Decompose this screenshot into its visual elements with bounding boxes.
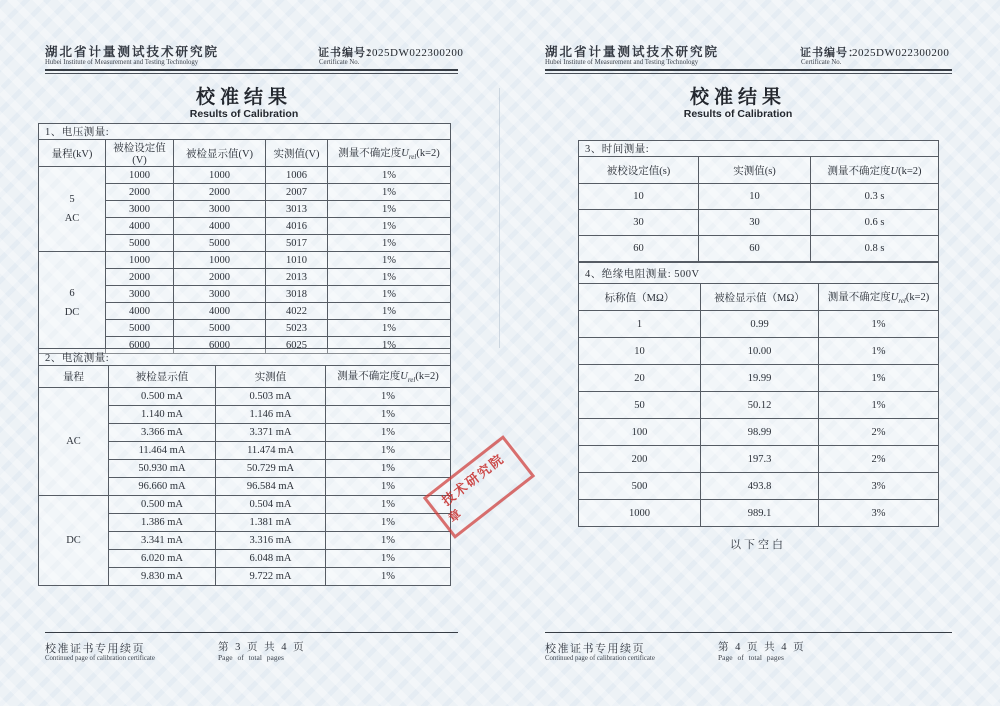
certificate-no-label-cn: 证书编号：	[800, 47, 860, 59]
table-cell: 1.381 mA	[216, 514, 326, 532]
table-cell: 1%	[328, 167, 451, 184]
range-label: 5	[69, 194, 75, 205]
table-cell: 1000	[106, 167, 174, 184]
column-header: 被检显示值（MΩ）	[701, 284, 819, 311]
table-row	[579, 236, 939, 262]
table-cell: 6000	[106, 337, 174, 354]
footer-label-cn: 校准证书专用续页	[545, 643, 645, 655]
table-cell: 30	[579, 210, 699, 236]
table-row	[579, 392, 939, 419]
current-table	[38, 348, 451, 586]
table-cell: 3.316 mA	[216, 532, 326, 550]
table-cell: 10	[579, 184, 699, 210]
table-cell: 1.146 mA	[216, 406, 326, 424]
column-header: 实测值(V)	[266, 140, 328, 167]
table-cell: 5000	[106, 235, 174, 252]
table-cell: 3000	[174, 286, 266, 303]
table-cell: 0.500 mA	[109, 496, 216, 514]
table-row	[579, 419, 939, 446]
table-cell: 96.584 mA	[216, 478, 326, 496]
table-cell: 1%	[328, 320, 451, 337]
stamp-text-line1: 技术研究院	[438, 450, 508, 509]
table-cell: 3000	[106, 286, 174, 303]
table-row	[39, 167, 451, 184]
page-title-cn: 校准结果	[689, 87, 786, 108]
table-cell: 1%	[328, 235, 451, 252]
table-row	[579, 141, 939, 157]
table-cell: 3013	[266, 201, 328, 218]
table-cell: 1.140 mA	[109, 406, 216, 424]
table-cell: 0.99	[701, 311, 819, 338]
table-cell: 5000	[174, 235, 266, 252]
table-cell: 3%	[819, 500, 939, 527]
table-cell: 10.00	[701, 338, 819, 365]
table-cell: 1%	[326, 550, 451, 568]
table-row	[39, 388, 451, 406]
table-row	[579, 311, 939, 338]
certificate-no-label-en: Certificate No.	[319, 59, 360, 66]
table-row	[39, 366, 451, 388]
institute-name-en: Hubei Institute of Measurement and Testing Technology	[545, 59, 699, 66]
table-cell: 9.722 mA	[216, 568, 326, 586]
table-cell: 3000	[174, 201, 266, 218]
table-cell: 5017	[266, 235, 328, 252]
range-label: 6	[69, 287, 75, 299]
table-row	[579, 500, 939, 527]
table-cell: 2007	[266, 184, 328, 201]
range-cell	[39, 388, 109, 496]
table-row	[39, 349, 451, 366]
column-header: 被检显示值	[109, 366, 216, 388]
table-cell: 2013	[266, 269, 328, 286]
section-title: 4、绝缘电阻测量: 500V	[579, 263, 939, 284]
table-cell: 493.8	[701, 473, 819, 500]
table-cell: 1%	[819, 338, 939, 365]
table	[38, 348, 451, 586]
table-cell: 30	[699, 210, 811, 236]
table	[578, 140, 939, 262]
table-cell: 3.341 mA	[109, 532, 216, 550]
table-cell: 1%	[328, 252, 451, 269]
header-rule	[45, 69, 458, 74]
table-cell: 50.729 mA	[216, 460, 326, 478]
page-number-en: Page of total pages	[218, 653, 284, 662]
table-cell: 3.371 mA	[216, 424, 326, 442]
table-cell: 1%	[326, 514, 451, 532]
table-cell: 3018	[266, 286, 328, 303]
footer-label-en: Continued page of calibration certificate	[45, 655, 155, 662]
table-row	[579, 184, 939, 210]
table-cell: 0.500 mA	[109, 388, 216, 406]
page-title-en: Results of Calibration	[683, 108, 793, 120]
table-cell: 50	[579, 392, 701, 419]
table-cell: 1%	[819, 311, 939, 338]
certificate-number: 2025DW022300200	[366, 47, 464, 59]
table-cell: 5000	[174, 320, 266, 337]
institute-name-en: Hubei Institute of Measurement and Testing Technology	[45, 59, 199, 66]
table-cell: 5000	[106, 320, 174, 337]
range-label: AC	[64, 213, 80, 224]
table-row	[39, 496, 451, 514]
page-number: 第 3 页 共 4 页	[218, 642, 306, 653]
table-cell: 0.6 s	[811, 210, 939, 236]
table-cell: 1%	[328, 218, 451, 235]
table-cell: 1000	[106, 252, 174, 269]
table-cell: 0.503 mA	[216, 388, 326, 406]
footer-rule	[45, 632, 458, 633]
table-cell: 1%	[326, 442, 451, 460]
header-rule	[545, 69, 952, 74]
table-cell: 200	[579, 446, 701, 473]
column-header: 被校设定值(s)	[579, 157, 699, 184]
table	[578, 262, 939, 527]
range-label: DC	[64, 306, 80, 318]
table-cell: 60	[699, 236, 811, 262]
table-cell: 1000	[174, 167, 266, 184]
table-cell: 50.12	[701, 392, 819, 419]
column-header: 被检设定值(V)	[106, 140, 174, 167]
range-label: AC	[66, 436, 81, 447]
table-row	[39, 124, 451, 140]
table-cell: 10	[579, 338, 701, 365]
table-cell: 9.830 mA	[109, 568, 216, 586]
voltage-table	[38, 123, 451, 354]
table-cell: 4000	[174, 218, 266, 235]
table-row	[579, 446, 939, 473]
table-cell: 100	[579, 419, 701, 446]
table-cell: 6.020 mA	[109, 550, 216, 568]
table-cell: 1%	[328, 201, 451, 218]
table-cell: 1	[579, 311, 701, 338]
table-cell: 1%	[326, 496, 451, 514]
table-cell: 1%	[326, 424, 451, 442]
table-cell: 2000	[174, 269, 266, 286]
table-cell: 1.386 mA	[109, 514, 216, 532]
table-cell: 19.99	[701, 365, 819, 392]
stamp-text-line2: 章	[445, 506, 464, 526]
range-label: DC	[66, 535, 81, 546]
table-cell: 0.504 mA	[216, 496, 326, 514]
table-cell: 1%	[326, 460, 451, 478]
table-cell: 1010	[266, 252, 328, 269]
table-cell: 2000	[106, 269, 174, 286]
certificate-page-4	[500, 0, 1000, 706]
table-cell: 60	[579, 236, 699, 262]
page-title-cn: 校准结果	[195, 87, 292, 108]
table-cell: 2000	[174, 184, 266, 201]
certificate-no-label-cn: 证书编号：	[318, 47, 378, 59]
table-cell: 0.8 s	[811, 236, 939, 262]
table-cell: 4016	[266, 218, 328, 235]
column-header: 量程(kV)	[39, 140, 106, 167]
table-cell: 1%	[328, 286, 451, 303]
table-cell: 1%	[328, 184, 451, 201]
table-cell: 197.3	[701, 446, 819, 473]
table-cell: 5023	[266, 320, 328, 337]
column-header: 测量不确定度$U_{rel}(k=2)$	[328, 140, 451, 167]
footer-label-en: Continued page of calibration certificate	[545, 655, 655, 662]
table-cell: 6.048 mA	[216, 550, 326, 568]
page-number: 第 4 页 共 4 页	[718, 642, 806, 653]
table-row	[579, 157, 939, 184]
table-cell: 1%	[326, 478, 451, 496]
institute-name-cn: 湖北省计量测试技术研究院	[45, 45, 220, 59]
page-number-en: Page of total pages	[718, 653, 784, 662]
column-header: 量程	[39, 366, 109, 388]
column-header: 测量不确定度$U_{rel}(k=2)$	[326, 366, 451, 388]
table-cell: 20	[579, 365, 701, 392]
table-cell: 2%	[819, 419, 939, 446]
table-cell: 1%	[328, 269, 451, 286]
table-cell: 11.464 mA	[109, 442, 216, 460]
time-table	[578, 140, 939, 262]
table-cell: 1%	[326, 388, 451, 406]
section-title: 3、时间测量:	[579, 141, 939, 157]
table-cell: 3%	[819, 473, 939, 500]
footer-rule	[545, 632, 952, 633]
table-cell: 1000	[174, 252, 266, 269]
table-cell: 10	[699, 184, 811, 210]
footer-label-cn: 校准证书专用续页	[45, 643, 145, 655]
column-header: 测量不确定度$U_{rel}(k=2)$	[819, 284, 939, 311]
table-row	[579, 210, 939, 236]
resistance-table	[578, 262, 939, 527]
table-cell: 1%	[819, 392, 939, 419]
column-header: 测量不确定度U(k=2)	[811, 157, 939, 184]
table-cell: 1%	[328, 303, 451, 320]
blank-below-note: 以下空白	[730, 539, 786, 551]
section-title: 2、电流测量:	[39, 349, 451, 366]
table-row	[39, 140, 451, 167]
table-cell: 500	[579, 473, 701, 500]
table-row	[579, 365, 939, 392]
range-cell	[39, 167, 106, 252]
table-cell: 6025	[266, 337, 328, 354]
table-cell: 4022	[266, 303, 328, 320]
table-cell: 1%	[819, 365, 939, 392]
column-header: 实测值	[216, 366, 326, 388]
table-cell: 50.930 mA	[109, 460, 216, 478]
table-cell: 1%	[326, 406, 451, 424]
table	[38, 123, 451, 354]
column-header: 实测值(s)	[699, 157, 811, 184]
table-row	[579, 284, 939, 311]
table-cell: 2000	[106, 184, 174, 201]
column-header: 被检显示值(V)	[174, 140, 266, 167]
page-title-en: Results of Calibration	[189, 108, 299, 120]
table-cell: 4000	[106, 303, 174, 320]
table-cell: 6000	[174, 337, 266, 354]
range-cell	[39, 496, 109, 586]
table-cell: 11.474 mA	[216, 442, 326, 460]
table-cell: 98.99	[701, 419, 819, 446]
table-row	[579, 263, 939, 284]
column-header: 标称值（MΩ）	[579, 284, 701, 311]
table-cell: 0.3 s	[811, 184, 939, 210]
table-row	[579, 338, 939, 365]
certificate-number: 2025DW022300200	[852, 47, 950, 59]
table-cell: 4000	[106, 218, 174, 235]
table-cell: 1000	[579, 500, 701, 527]
table-cell: 1%	[328, 337, 451, 354]
table-cell: 1006	[266, 167, 328, 184]
table-cell: 96.660 mA	[109, 478, 216, 496]
table-cell: 2%	[819, 446, 939, 473]
institute-name-cn: 湖北省计量测试技术研究院	[545, 45, 720, 59]
table-cell: 3.366 mA	[109, 424, 216, 442]
table-row	[579, 473, 939, 500]
table-cell: 1%	[326, 532, 451, 550]
table-row	[39, 252, 451, 269]
table-cell: 989.1	[701, 500, 819, 527]
table-cell: 3000	[106, 201, 174, 218]
table-cell: 4000	[174, 303, 266, 320]
section-title: 1、电压测量:	[39, 124, 451, 140]
range-cell	[39, 252, 106, 354]
table-cell: 1%	[326, 568, 451, 586]
certificate-no-label-en: Certificate No.	[801, 59, 842, 66]
